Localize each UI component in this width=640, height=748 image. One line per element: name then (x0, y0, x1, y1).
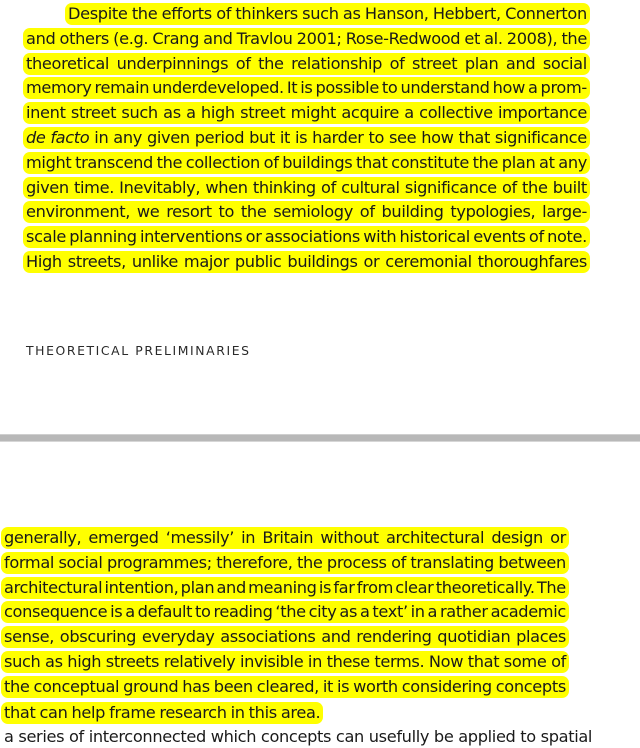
word: the (472, 152, 499, 172)
highlighted-paragraph-bottom (1, 527, 569, 726)
word: transcend (75, 152, 153, 172)
word: and (26, 28, 56, 48)
word: default (137, 602, 193, 622)
word: of (391, 552, 406, 572)
word: intention, (104, 577, 179, 597)
word: reading (213, 602, 273, 622)
line-text (26, 226, 587, 248)
word: that (467, 651, 500, 671)
word: high (200, 103, 235, 123)
italic-term: de facto (26, 127, 90, 147)
word: street (412, 53, 458, 73)
word: memory (26, 78, 92, 98)
word: some (503, 651, 547, 671)
word: sense, (4, 627, 55, 647)
line-text (4, 552, 566, 574)
word: of (216, 4, 232, 23)
word: relationship (291, 53, 383, 73)
word: the (561, 28, 587, 48)
paragraph-line[interactable] (23, 127, 590, 149)
word: possible (315, 78, 379, 98)
word: inent (26, 103, 66, 123)
word: Connerton (505, 4, 587, 23)
word: of (528, 227, 544, 247)
word: High (26, 251, 62, 271)
word: the (296, 552, 323, 572)
word: architectural (385, 528, 485, 547)
word: text’ (372, 602, 408, 622)
word: the (156, 152, 183, 172)
word: constitute (391, 152, 469, 172)
word: efforts (161, 4, 212, 23)
word: as (45, 651, 63, 671)
word: these (326, 651, 370, 671)
paragraph-line[interactable] (65, 3, 590, 25)
word: quotidian (437, 627, 511, 647)
word: social (542, 53, 587, 73)
word: any (558, 152, 587, 172)
word: streets (105, 651, 160, 671)
word: architectural (4, 577, 103, 597)
word: meaning (248, 577, 317, 597)
word: generally, (4, 528, 82, 547)
word: significance (404, 177, 497, 197)
word: cleared, (256, 676, 319, 696)
word: ground (123, 676, 179, 696)
word: it (322, 676, 334, 696)
word: importance (497, 103, 587, 123)
paragraph-line[interactable] (23, 152, 590, 174)
word: street (70, 103, 117, 123)
word: at (539, 152, 555, 172)
word: Hanson, (364, 4, 429, 23)
word: semiology (273, 202, 353, 222)
word: associations (264, 227, 361, 247)
word: period (194, 127, 245, 147)
word: emerged (88, 528, 159, 547)
word: or (363, 251, 380, 271)
paragraph-line[interactable] (23, 177, 590, 199)
word: buildings (287, 251, 358, 271)
word: 2008), (506, 28, 558, 48)
word: considering (401, 676, 492, 696)
word: clear (395, 577, 434, 597)
word: when (205, 177, 248, 197)
word: far (333, 577, 355, 597)
word: such (4, 651, 41, 671)
word: ceremonial (385, 251, 472, 271)
paragraph-line[interactable] (1, 552, 569, 574)
word: ‘messily’ (165, 528, 234, 547)
word: high (67, 651, 102, 671)
word: rather (440, 602, 488, 622)
word: in (410, 602, 425, 622)
word: such (121, 103, 158, 123)
word: and (505, 53, 536, 73)
word: this (248, 702, 277, 722)
word: street (240, 103, 286, 123)
word: how (492, 78, 525, 98)
word: is (295, 127, 308, 147)
line-text (4, 601, 566, 623)
word: see (388, 127, 417, 147)
word: any (113, 127, 143, 147)
page-separator (0, 434, 640, 442)
word: is (336, 676, 350, 696)
word: thinking (252, 177, 316, 197)
paragraph-line[interactable] (23, 77, 590, 99)
word: in (241, 528, 256, 547)
word: thinkers (235, 4, 298, 23)
word: to (368, 127, 385, 147)
word: social (58, 552, 103, 572)
word: to (381, 78, 398, 98)
word: associations (220, 627, 316, 647)
word: resort (166, 202, 212, 222)
word: of (263, 152, 279, 172)
word: Now (428, 651, 464, 671)
word: harder (312, 127, 364, 147)
word: plan (464, 53, 499, 73)
word: a (186, 103, 196, 123)
word: obscuring (59, 627, 137, 647)
word: It (286, 78, 298, 98)
line-text (26, 127, 587, 149)
paragraph-line[interactable] (23, 102, 590, 124)
word: that (458, 127, 490, 147)
word: from (356, 577, 394, 597)
word: city (308, 602, 337, 622)
word: consequence (4, 602, 108, 622)
word: might (26, 152, 72, 172)
paragraph-line[interactable] (1, 676, 569, 698)
line-text (26, 177, 587, 199)
line-text (4, 626, 566, 648)
word: concepts (495, 676, 566, 696)
word: such (302, 4, 339, 23)
word: of (389, 53, 405, 73)
word: rendering (356, 627, 432, 647)
word: significance (494, 127, 587, 147)
word: is (318, 577, 332, 597)
highlighted-paragraph-top (23, 3, 590, 276)
line-text (68, 3, 587, 25)
word: major (183, 251, 229, 271)
word: as (339, 602, 358, 622)
word: note. (547, 227, 587, 247)
word: the (522, 177, 548, 197)
word: in (307, 651, 322, 671)
line-text (4, 676, 566, 698)
word: (e.g. (113, 28, 149, 48)
paragraph-line[interactable] (1, 601, 569, 623)
word: design (491, 528, 543, 547)
word: everyday (141, 627, 215, 647)
word: to (195, 602, 211, 622)
word: et (464, 28, 480, 48)
word: might (290, 103, 337, 123)
word: thoroughfares (477, 251, 587, 271)
word: the (4, 676, 30, 696)
word: a (125, 602, 135, 622)
word: to (218, 202, 235, 222)
word: Despite (68, 4, 128, 23)
word: Travlou (236, 28, 293, 48)
word: unlike (131, 251, 178, 271)
word: been (213, 676, 253, 696)
word: between (498, 552, 566, 572)
word: how (421, 127, 454, 147)
paragraph-line[interactable] (1, 651, 569, 673)
word: theoretical (26, 53, 110, 73)
word: typologies, (450, 202, 536, 222)
word: can (39, 702, 68, 722)
word: frame (109, 702, 156, 722)
word: or (245, 227, 262, 247)
word: terms. (374, 651, 425, 671)
word: help (71, 702, 106, 722)
paragraph-line[interactable] (1, 527, 569, 549)
cut-off-text-line: a series of interconnected which concepts can usefully be applied to spatial (4, 727, 593, 746)
word: others (59, 28, 109, 48)
word: a (527, 78, 538, 98)
word: time. (74, 177, 114, 197)
word: events (473, 227, 526, 247)
paragraph-line[interactable] (1, 577, 569, 599)
word: the (258, 53, 284, 73)
word: underpinnings (116, 53, 229, 73)
word: without (320, 528, 379, 547)
word: environment, (26, 202, 131, 222)
word: has (182, 676, 210, 696)
word: remain (94, 78, 150, 98)
word: formal (4, 552, 55, 572)
word: Britain (262, 528, 314, 547)
word: of (235, 53, 251, 73)
word: process (326, 552, 387, 572)
line-text (26, 28, 587, 50)
word: streets, (67, 251, 126, 271)
line-text (26, 251, 587, 273)
word: of (321, 177, 336, 197)
word: as (342, 4, 361, 23)
line-text (26, 53, 587, 75)
word: or (550, 528, 566, 547)
word: that (4, 702, 36, 722)
paragraph-line-last[interactable] (1, 702, 323, 724)
word: a (404, 103, 414, 123)
word: built (552, 177, 587, 197)
line-text (4, 527, 566, 549)
paragraph-line[interactable] (23, 251, 590, 273)
word: ‘the (275, 602, 306, 622)
paragraph-line[interactable] (23, 28, 590, 50)
word: with (363, 227, 397, 247)
word: underdeveloped. (152, 78, 284, 98)
line-text (26, 102, 587, 124)
word: The (536, 577, 566, 597)
word: given (146, 127, 190, 147)
word: scale (26, 227, 66, 247)
word: Crang (152, 28, 200, 48)
word: we (136, 202, 160, 222)
word: of (501, 177, 517, 197)
word: al. (484, 28, 503, 48)
word: invisible (239, 651, 304, 671)
word: collective (419, 103, 493, 123)
word: as (163, 103, 181, 123)
word: and (216, 577, 246, 597)
word: of (359, 202, 375, 222)
word: in (230, 702, 245, 722)
word: the (131, 4, 158, 23)
word: planning (69, 227, 137, 247)
line-text (4, 577, 566, 599)
word: theoretically. (435, 577, 535, 597)
word: collection (185, 152, 260, 172)
word: a (427, 602, 438, 622)
paragraph-line[interactable] (23, 201, 590, 223)
word: research (159, 702, 227, 722)
word: building (381, 202, 444, 222)
word: worth (353, 676, 398, 696)
paragraph-line[interactable] (23, 53, 590, 75)
word: of (551, 651, 566, 671)
word: is (300, 78, 313, 98)
word: that (356, 152, 388, 172)
word: historical (399, 227, 470, 247)
word: buildings (282, 152, 353, 172)
line-text (26, 201, 587, 223)
word: understand (400, 78, 490, 98)
word: conceptual (33, 676, 120, 696)
word: is (110, 602, 123, 622)
pdf-page-bottom (0, 442, 640, 746)
word: programmes; (106, 552, 212, 572)
word: public (234, 251, 282, 271)
line-text (26, 77, 587, 99)
word: cultural (341, 177, 400, 197)
word: and (321, 627, 351, 647)
word: in (94, 127, 109, 147)
word: therefore, (216, 552, 293, 572)
word: plan (180, 577, 215, 597)
paragraph-line[interactable] (1, 626, 569, 648)
word: the (240, 202, 267, 222)
word: translating (410, 552, 494, 572)
running-footer-section-title: THEORETICAL PRELIMINARIES (26, 343, 251, 358)
word: area. (280, 702, 321, 722)
word: and (203, 28, 233, 48)
word: Inevitably, (119, 177, 201, 197)
word: relatively (163, 651, 236, 671)
word: places (516, 627, 566, 647)
word: a (359, 602, 370, 622)
line-text (26, 152, 587, 174)
word: plan (501, 152, 536, 172)
word: acquire (341, 103, 399, 123)
line-text (4, 702, 320, 724)
word: prom- (540, 78, 587, 98)
word: but (249, 127, 275, 147)
word: Rose-Redwood (345, 28, 461, 48)
word: it (279, 127, 291, 147)
word: academic (490, 602, 566, 622)
line-text (4, 651, 566, 673)
word: 2001; (296, 28, 342, 48)
word: large- (542, 202, 587, 222)
word: given (26, 177, 69, 197)
word: Hebbert, (432, 4, 501, 23)
word: interventions (139, 227, 243, 247)
paragraph-line[interactable] (23, 226, 590, 248)
